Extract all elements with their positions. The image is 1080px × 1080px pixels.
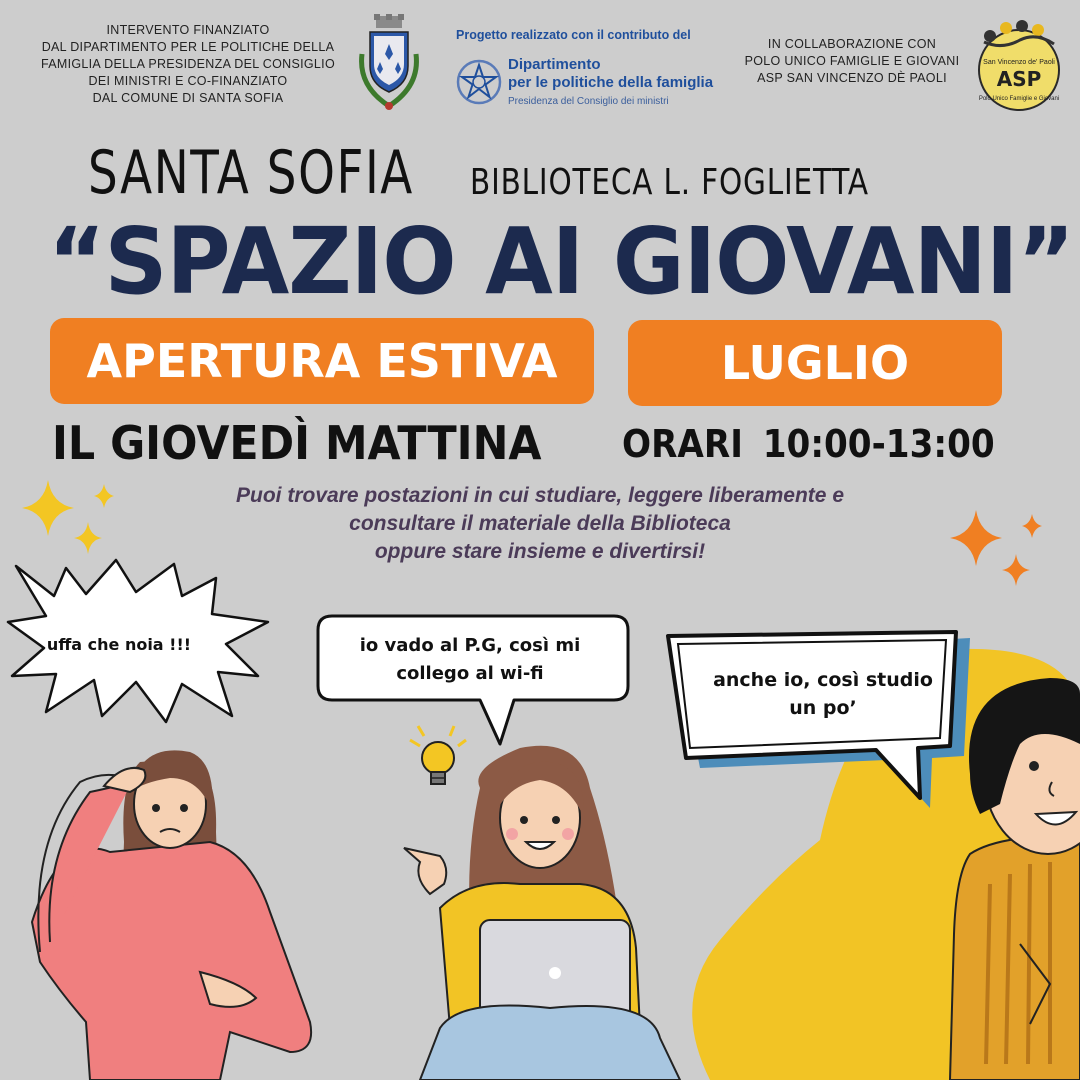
collaboration-line: ASP SAN VINCENZO DÈ PAOLI <box>757 71 947 85</box>
ministry-subtitle: Presidenza del Consiglio dei ministri <box>508 96 669 107</box>
svg-text:San Vincenzo de' Paoli: San Vincenzo de' Paoli <box>983 59 1055 66</box>
bubble-right-text <box>696 666 950 722</box>
girl-with-laptop-illustration <box>400 728 690 1080</box>
ministry-contribution-text: Progetto realizzato con il contributo del <box>456 28 691 42</box>
svg-text:ASP: ASP <box>996 67 1042 91</box>
boy-illustration <box>940 664 1080 1080</box>
bubble-middle-text <box>330 632 610 688</box>
sparkle-orange-icon <box>940 504 1050 594</box>
city-title: SANTA SOFIA <box>88 138 414 208</box>
bubble-middle-line: collego al wi-fi <box>396 663 544 684</box>
funding-line: DAL DIPARTIMENTO PER LE POLITICHE DELLA <box>41 40 335 54</box>
opening-day: IL GIOVEDÌ MATTINA <box>52 416 542 470</box>
funding-line: FAMIGLIA DELLA PRESIDENZA DEL CONSIGLIO <box>41 57 335 71</box>
main-headline: “SPAZIO AI GIOVANI” <box>48 208 1074 315</box>
collaboration-line: IN COLLABORAZIONE CON <box>767 37 937 51</box>
speech-bubble-tilted <box>664 628 976 824</box>
collaboration-line: POLO UNICO FAMIGLIE E GIOVANI <box>744 54 960 68</box>
funding-line: INTERVENTO FINANZIATO <box>106 23 270 37</box>
bubble-right-line: anche io, così studio <box>713 669 933 691</box>
italian-republic-emblem-icon <box>456 56 502 108</box>
bubble-left-text: uffa che noia !!! <box>46 635 192 654</box>
collaboration-statement <box>742 36 962 87</box>
hours-label: ORARI <box>622 422 743 466</box>
ministry-logo <box>446 26 726 116</box>
funding-line: DAL COMUNE DI SANTA SOFIA <box>92 91 284 105</box>
opening-hours <box>622 422 995 466</box>
sparkle-yellow-icon <box>14 474 124 564</box>
description <box>110 482 970 566</box>
description-line: Puoi trovare postazioni in cui studiare, leggere liberamente e <box>236 484 844 507</box>
puzzled-girl-illustration <box>20 722 320 1080</box>
bubble-right-line: un po’ <box>789 697 857 719</box>
ministry-name-line2: per le politiche della famiglia <box>508 74 714 91</box>
ministry-name-line1: Dipartimento <box>508 56 601 73</box>
bubble-middle-line: io vado al P.G, così mi <box>359 635 581 656</box>
month-badge: LUGLIO <box>628 320 1002 406</box>
municipal-coat-of-arms-icon <box>352 14 426 114</box>
description-line: oppure stare insieme e divertirsi! <box>374 540 706 563</box>
asp-san-vincenzo-logo <box>972 20 1066 114</box>
svg-text:Polo Unico Famiglie e Giovani: Polo Unico Famiglie e Giovani <box>978 96 1060 102</box>
description-line: consultare il materiale della Biblioteca <box>349 512 731 535</box>
summer-opening-badge: APERTURA ESTIVA <box>50 318 594 404</box>
funding-statement <box>18 22 358 107</box>
funding-line: DEI MINISTRI E CO-FINANZIATO <box>88 74 288 88</box>
hours-value: 10:00-13:00 <box>762 422 995 466</box>
library-name: BIBLIOTECA L. FOGLIETTA <box>470 162 869 203</box>
